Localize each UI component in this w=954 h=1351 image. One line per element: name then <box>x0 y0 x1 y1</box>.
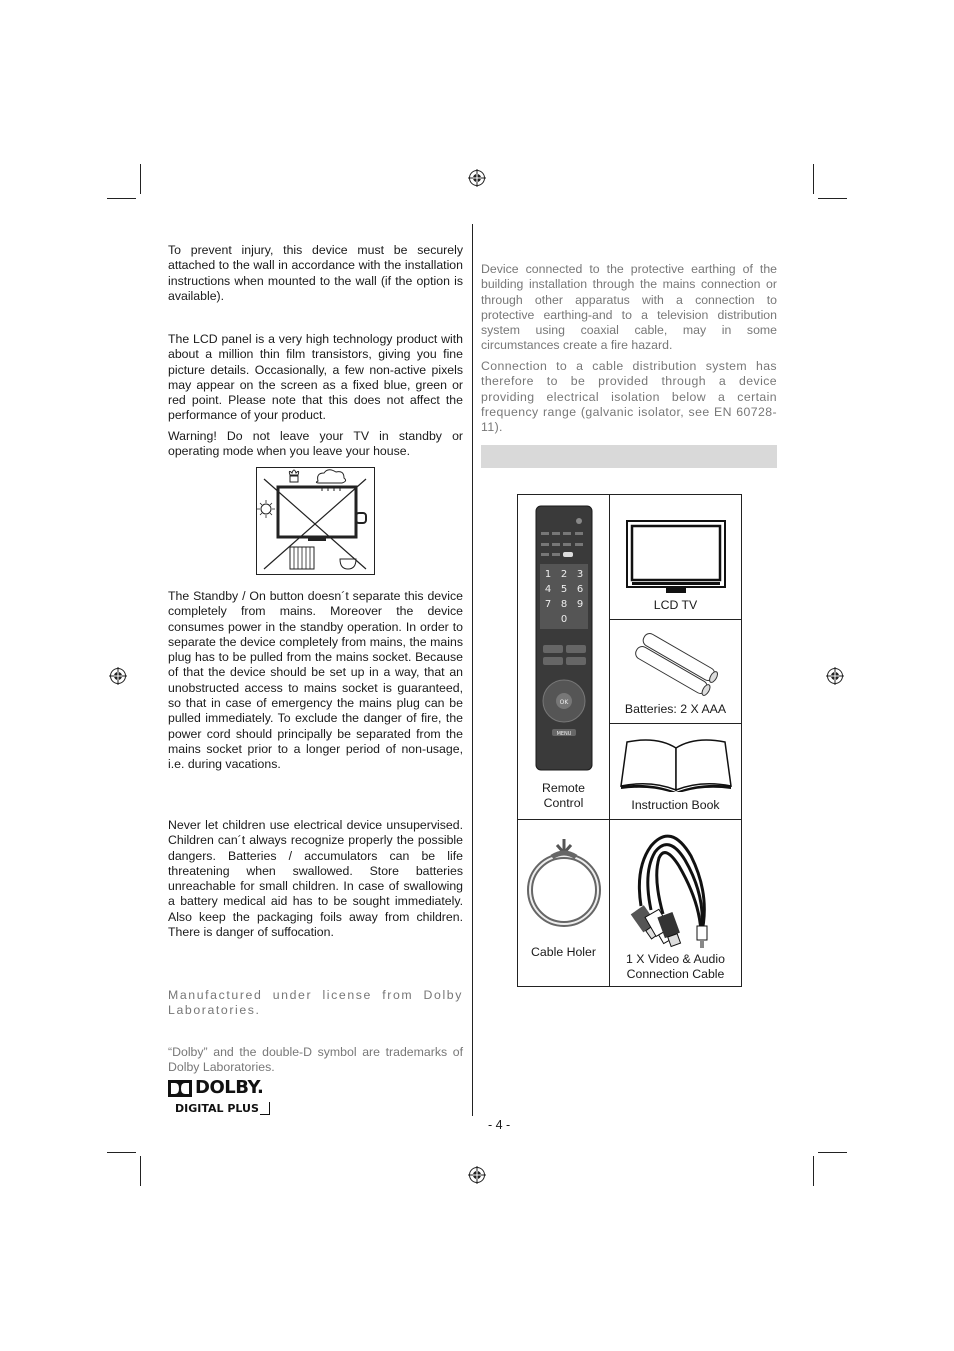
av-cable-icon <box>621 826 731 948</box>
registration-mark-icon <box>468 1166 486 1184</box>
dolby-digital-plus-logo <box>168 1079 272 1117</box>
column-divider <box>472 224 473 1116</box>
dolby-license-paragraph: Manufactured under license from Dolby Laboratories. <box>168 988 463 1018</box>
remote-key-2: 2 <box>560 569 567 580</box>
lcd-panel-paragraph: The LCD panel is a very high technology product with about a million thin film transistors, giving you fine picture details. Occasionally, a few non-active pixels may appear on the screen as a fixed blue, green or red point. Please note that this does not affect the performance of your product. <box>168 332 463 423</box>
section-heading-bar <box>481 445 777 468</box>
crop-mark <box>107 1152 136 1153</box>
lcd-tv-cell <box>610 495 742 620</box>
remote-key-1: 1 <box>544 569 551 580</box>
children-safety-paragraph: Never let children use electrical device unsupervised. Children can´t always recognize properly the possible dangers. Batteries / accumulators can be life threatening when swallowed. Store batteries unreachable for small children. In case of swallowing a battery medical aid has to be sought immediately. Also keep the packaging foils away from children. There is danger of suffocation. <box>168 818 463 940</box>
remote-control-icon <box>535 505 593 771</box>
batteries-icon <box>631 632 721 696</box>
page-number: - 4 - <box>488 1118 511 1132</box>
batteries-cell <box>610 620 742 724</box>
crop-mark <box>107 198 136 199</box>
dolby-wordmark: DOLBY. <box>195 1077 264 1098</box>
digital-plus-wordmark: DIGITAL PLUS <box>175 1102 259 1115</box>
lcd-tv-label: LCD TV <box>653 598 698 612</box>
cable-distribution-paragraph: Connection to a cable distribution system has therefore to be provided through a device providing electrical isolation below a certain frequency range (galvanic isolator, see EN 60728-11). <box>481 359 777 435</box>
wall-mount-paragraph: To prevent injury, this device must be securely attached to the wall in accordance with the installation instructions when mounted to the wall (if the option is available). <box>168 243 463 303</box>
av-cable-label: 1 X Video & Audio Connection Cable <box>626 952 725 981</box>
cable-holder-cell <box>518 820 610 987</box>
remote-key-6: 6 <box>576 584 583 595</box>
open-book-icon <box>617 736 735 792</box>
remote-control-cell <box>518 495 610 820</box>
av-cable-cell <box>610 820 742 987</box>
crop-mark <box>813 164 814 194</box>
remote-key-9: 9 <box>576 599 583 610</box>
registration-mark-icon <box>468 169 486 187</box>
logo-bracket <box>260 1114 270 1115</box>
remote-key-8: 8 <box>560 599 567 610</box>
batteries-label: Batteries: 2 X AAA <box>624 702 727 716</box>
remote-key-0: 0 <box>560 614 567 625</box>
crop-mark <box>813 1156 814 1186</box>
dolby-trademark-paragraph: “Dolby” and the double-D symbol are trademarks of Dolby Laboratories. <box>168 1045 463 1075</box>
registration-mark-icon <box>109 667 127 685</box>
remote-menu-label: MENU <box>556 731 571 737</box>
standby-button-paragraph: The Standby / On button doesn´t separate this device completely from mains. Moreover the device consumes power in the standby operation. In order to separate the device completely from mains, the mains plug has to be pulled from the mains socket. Because of that the device should be set up in a way, that an unobstructed access to mains socket is guaranteed, so that in case of emergency the mains plug can be pulled immediately. To exclude the danger of fire, the power cord should principally be separated from the mains socket prior to a longer period of non-usage, i.e. during vacations. <box>168 589 463 772</box>
cable-holder-icon <box>524 835 604 927</box>
cable-holder-label: Cable Holer <box>531 945 596 959</box>
tv-placement-warning-illustration <box>256 467 375 575</box>
crop-mark <box>140 1156 141 1186</box>
registration-mark-icon <box>826 667 844 685</box>
instruction-book-label: Instruction Book <box>631 798 720 812</box>
tv-icon <box>626 520 726 596</box>
remote-key-5: 5 <box>560 584 567 595</box>
crop-mark <box>818 1152 847 1153</box>
crop-mark <box>818 198 847 199</box>
crop-mark <box>140 164 141 194</box>
remote-key-4: 4 <box>544 584 551 595</box>
accessories-table <box>517 494 742 987</box>
remote-key-7: 7 <box>544 599 551 610</box>
remote-key-3: 3 <box>576 569 583 580</box>
instruction-book-cell <box>610 724 742 820</box>
earthing-paragraph: Device connected to the protective earthing of the building installation through the mains connection or through other apparatus with a connection to protective earthing-and to a television distribution system using coaxial cable, may in some circumstances create a fire hazard. <box>481 262 777 353</box>
remote-ok-label: OK <box>559 699 568 706</box>
standby-warning-paragraph: Warning! Do not leave your TV in standby or operating mode when you leave your house. <box>168 429 463 459</box>
double-d-icon <box>168 1080 192 1097</box>
remote-control-label: Remote Control <box>541 781 586 810</box>
